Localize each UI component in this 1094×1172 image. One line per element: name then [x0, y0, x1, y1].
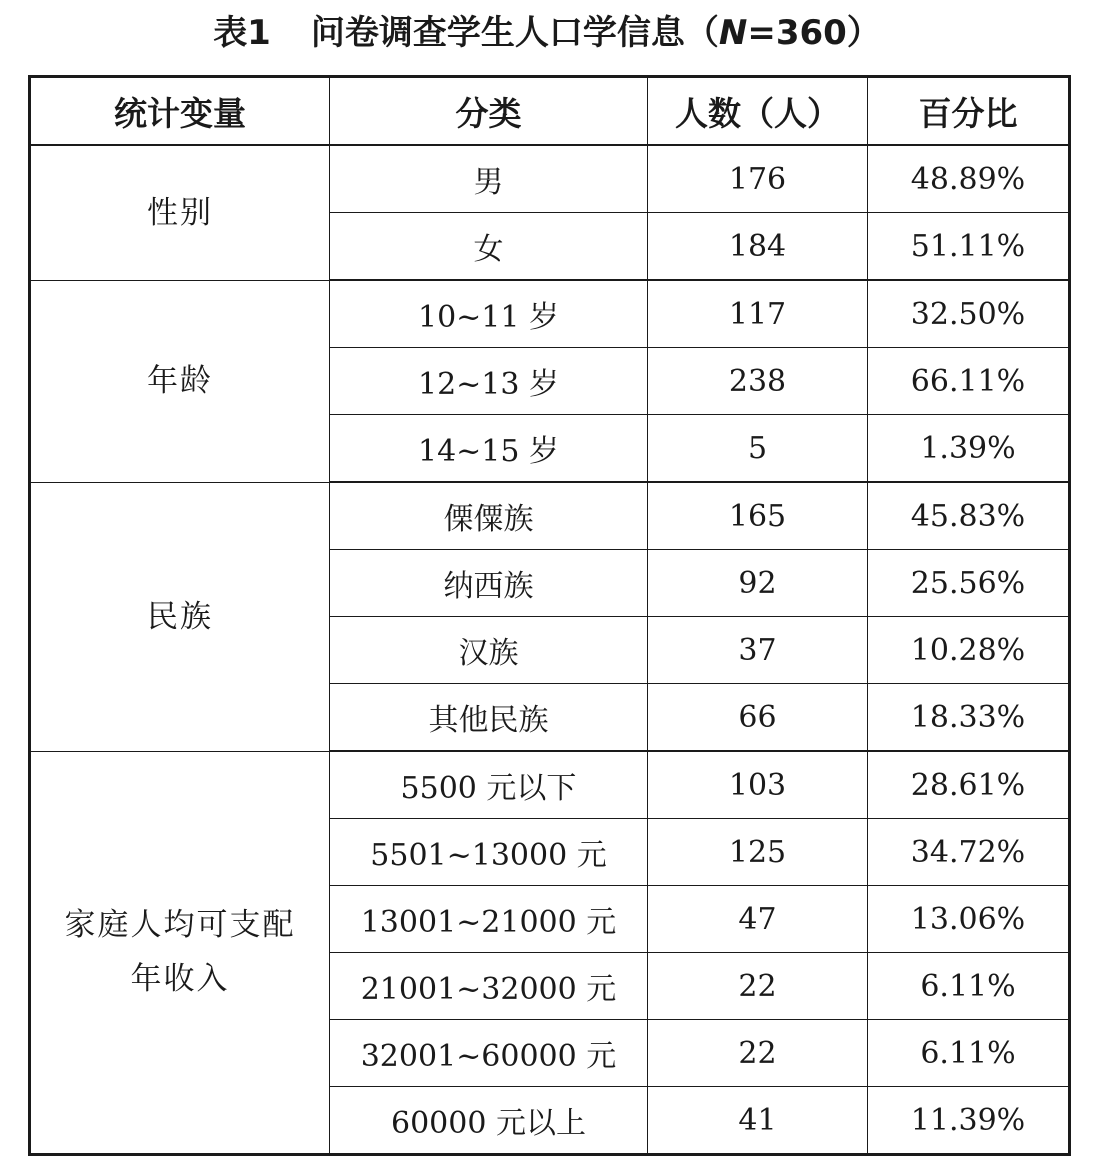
count-cell: 117 — [648, 280, 868, 348]
variable-label: 性别 — [147, 194, 213, 231]
percent-cell: 45.83% — [868, 482, 1070, 550]
count-cell: 22 — [648, 953, 868, 1020]
table-row — [30, 482, 1070, 550]
table-number: 表1 — [213, 13, 271, 53]
percent-cell: 25.56% — [868, 550, 1070, 617]
caption-title-suffix: ） — [846, 13, 881, 53]
caption-n-symbol: N — [718, 13, 748, 53]
category-cell: 汉族 — [330, 617, 648, 684]
table-caption — [0, 8, 1094, 58]
percent-cell: 10.28% — [868, 617, 1070, 684]
category-cell: 女 — [330, 213, 648, 281]
table-header — [30, 77, 1070, 146]
count-cell: 37 — [648, 617, 868, 684]
percent-cell: 1.39% — [868, 415, 1070, 483]
caption-title-prefix: 问卷调查学生人口学信息（ — [310, 13, 719, 53]
category-cell: 10~11 岁 — [330, 280, 648, 348]
category-cell: 纳西族 — [330, 550, 648, 617]
percent-cell: 18.33% — [868, 684, 1070, 752]
percent-cell: 6.11% — [868, 1020, 1070, 1087]
percent-cell: 32.50% — [868, 280, 1070, 348]
category-cell: 其他民族 — [330, 684, 648, 752]
count-cell: 41 — [648, 1087, 868, 1155]
percent-cell: 13.06% — [868, 886, 1070, 953]
percent-cell: 11.39% — [868, 1087, 1070, 1155]
demographics-table — [28, 75, 1071, 1156]
count-cell: 238 — [648, 348, 868, 415]
category-cell: 13001~21000 元 — [330, 886, 648, 953]
count-cell: 47 — [648, 886, 868, 953]
variable-cell — [30, 145, 330, 280]
count-cell: 125 — [648, 819, 868, 886]
percent-cell: 51.11% — [868, 213, 1070, 281]
category-cell: 男 — [330, 145, 648, 213]
category-cell: 5501~13000 元 — [330, 819, 648, 886]
variable-label: 年龄 — [147, 363, 213, 399]
category-cell: 傈僳族 — [330, 482, 648, 550]
variable-label: 年收入 — [130, 961, 230, 998]
category-cell: 32001~60000 元 — [330, 1020, 648, 1087]
variable-label: 民族 — [147, 598, 213, 635]
percent-cell: 48.89% — [868, 145, 1070, 213]
variable-cell — [30, 280, 330, 482]
caption-n-value: =360 — [747, 13, 847, 53]
category-cell: 21001~32000 元 — [330, 953, 648, 1020]
category-cell: 5500 元以下 — [330, 751, 648, 819]
category-cell: 60000 元以上 — [330, 1087, 648, 1155]
category-cell: 12~13 岁 — [330, 348, 648, 415]
count-cell: 176 — [648, 145, 868, 213]
variable-cell — [30, 751, 330, 1155]
count-cell: 66 — [648, 684, 868, 752]
table-row — [30, 145, 1070, 213]
count-cell: 22 — [648, 1020, 868, 1087]
table-row — [30, 280, 1070, 348]
header-count: 人数（人） — [648, 77, 868, 146]
count-cell: 103 — [648, 751, 868, 819]
table-body — [30, 145, 1070, 1155]
percent-cell: 28.61% — [868, 751, 1070, 819]
header-percent: 百分比 — [868, 77, 1070, 146]
count-cell: 92 — [648, 550, 868, 617]
table-row — [30, 751, 1070, 819]
count-cell: 5 — [648, 415, 868, 483]
percent-cell: 66.11% — [868, 348, 1070, 415]
header-category: 分类 — [330, 77, 648, 146]
header-variable: 统计变量 — [30, 77, 330, 146]
count-cell: 165 — [648, 482, 868, 550]
variable-cell — [30, 482, 330, 751]
percent-cell: 34.72% — [868, 819, 1070, 886]
count-cell: 184 — [648, 213, 868, 281]
variable-label: 家庭人均可支配 — [64, 907, 296, 944]
category-cell: 14~15 岁 — [330, 415, 648, 483]
header-row — [30, 77, 1070, 146]
percent-cell: 6.11% — [868, 953, 1070, 1020]
